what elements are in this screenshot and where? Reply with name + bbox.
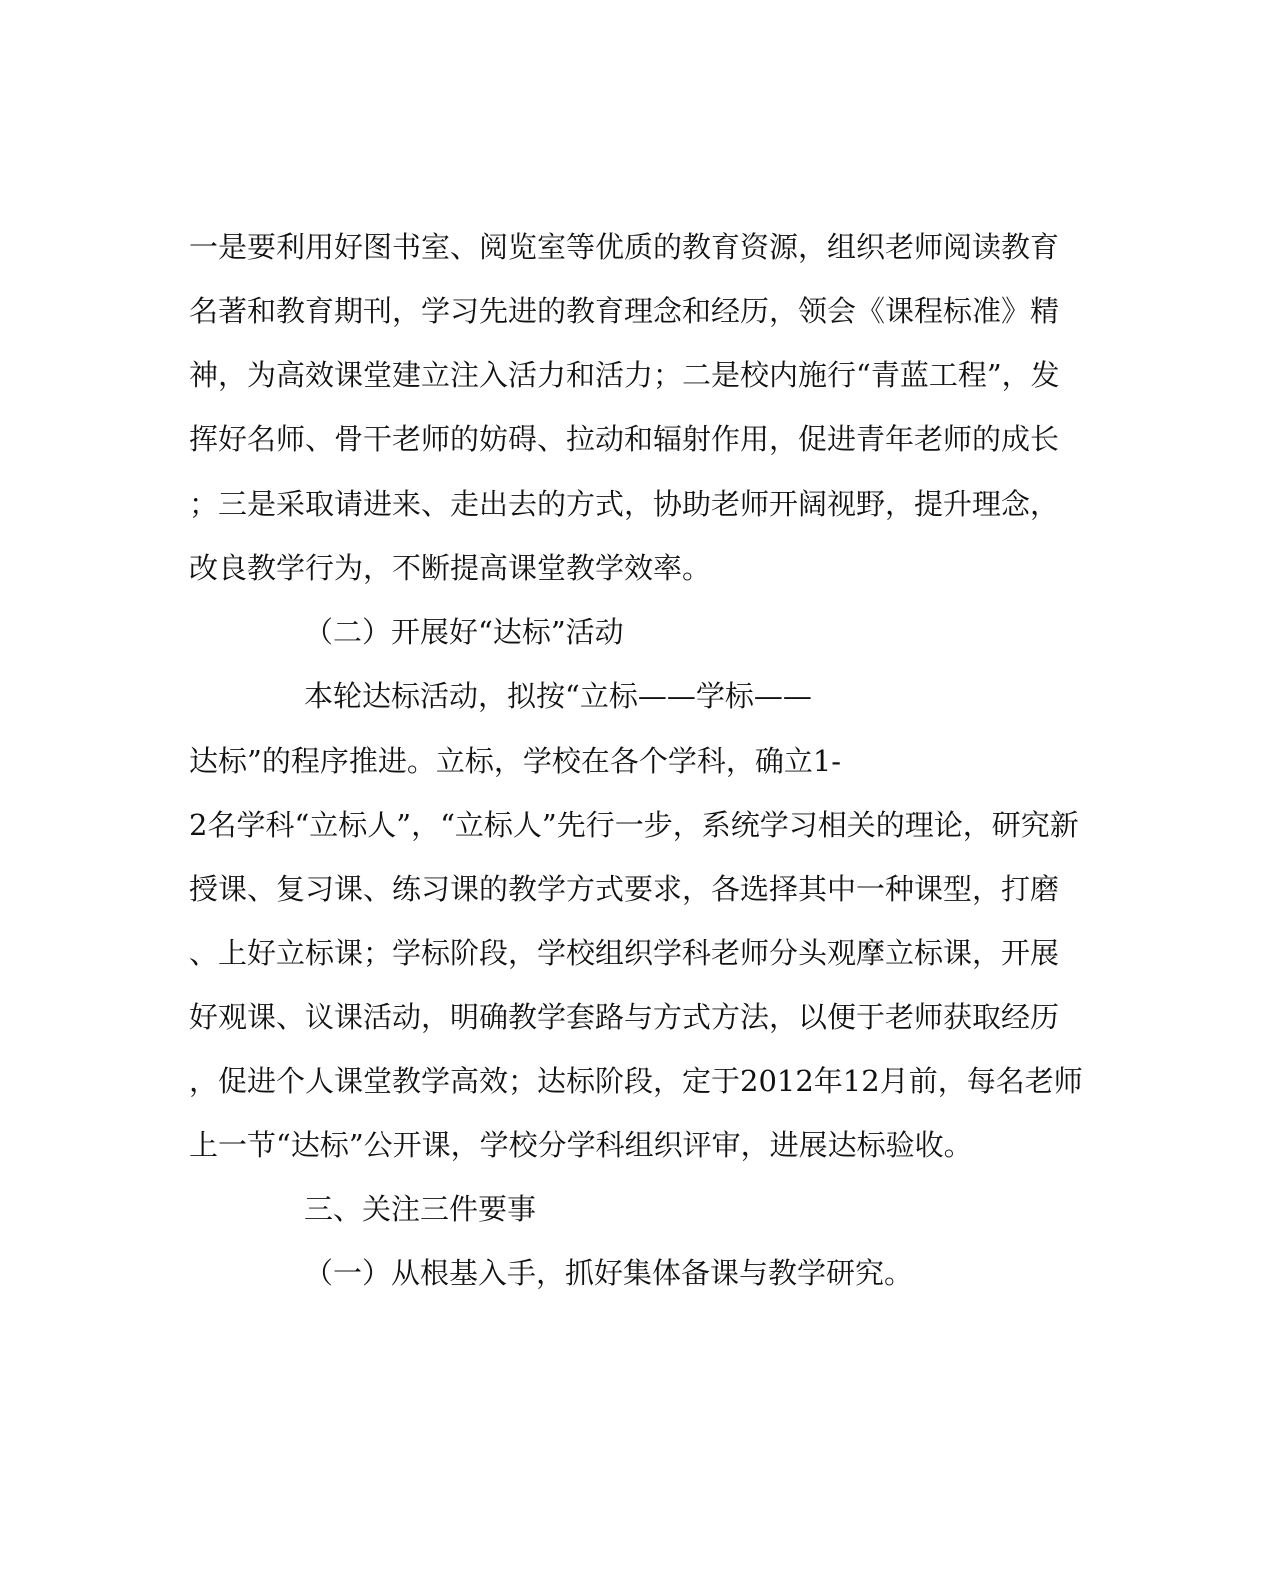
paragraph-line: 上一节“达标”公开课，学校分学科组织评审，进展达标验收。 [189, 1128, 973, 1162]
paragraph-line: 本轮达标活动，拟按“立标——学标—— [304, 679, 812, 713]
subsection-heading: （一）从根基入手，抓好集体备课与教学研究。 [304, 1256, 914, 1290]
paragraph-line: 好观课、议课活动，明确教学套路与方式方法，以便于老师获取经历 [189, 1000, 1060, 1034]
paragraph-line: 、上好立标课；学标阶段，学校组织学科老师分头观摩立标课，开展 [189, 936, 1060, 970]
paragraph-line: 挥好名师、骨干老师的妨碍、拉动和辐射作用，促进青年老师的成长 [189, 422, 1060, 456]
paragraph-line: 授课、复习课、练习课的教学方式要求，各选择其中一种课型，打磨 [189, 872, 1060, 906]
paragraph-line: 达标”的程序推进。立标，学校在各个学科，确立1- [189, 744, 842, 778]
section-heading: （二）开展好“达标”活动 [304, 615, 624, 649]
paragraph-line: 神，为高效课堂建立注入活力和活力；二是校内施行“青蓝工程”，发 [189, 358, 1060, 392]
paragraph-line: 改良教学行为，不断提高课堂教学效率。 [189, 551, 712, 585]
paragraph-line: ，促进个人课堂教学高效；达标阶段，定于2012年12月前，每名老师 [189, 1064, 1083, 1098]
section-heading: 三、关注三件要事 [304, 1192, 537, 1226]
paragraph-line: 一是要利用好图书室、阅览室等优质的教育资源，组织老师阅读教育 [189, 230, 1060, 264]
paragraph-line: 名著和教育期刊，学习先进的教育理念和经历，领会《课程标准》精 [189, 294, 1060, 328]
paragraph-line: 2名学科“立标人”，“立标人”先行一步，系统学习相关的理论，研究新 [189, 808, 1079, 842]
paragraph-line: ；三是采取请进来、走出去的方式，协助老师开阔视野，提升理念， [189, 487, 1060, 521]
